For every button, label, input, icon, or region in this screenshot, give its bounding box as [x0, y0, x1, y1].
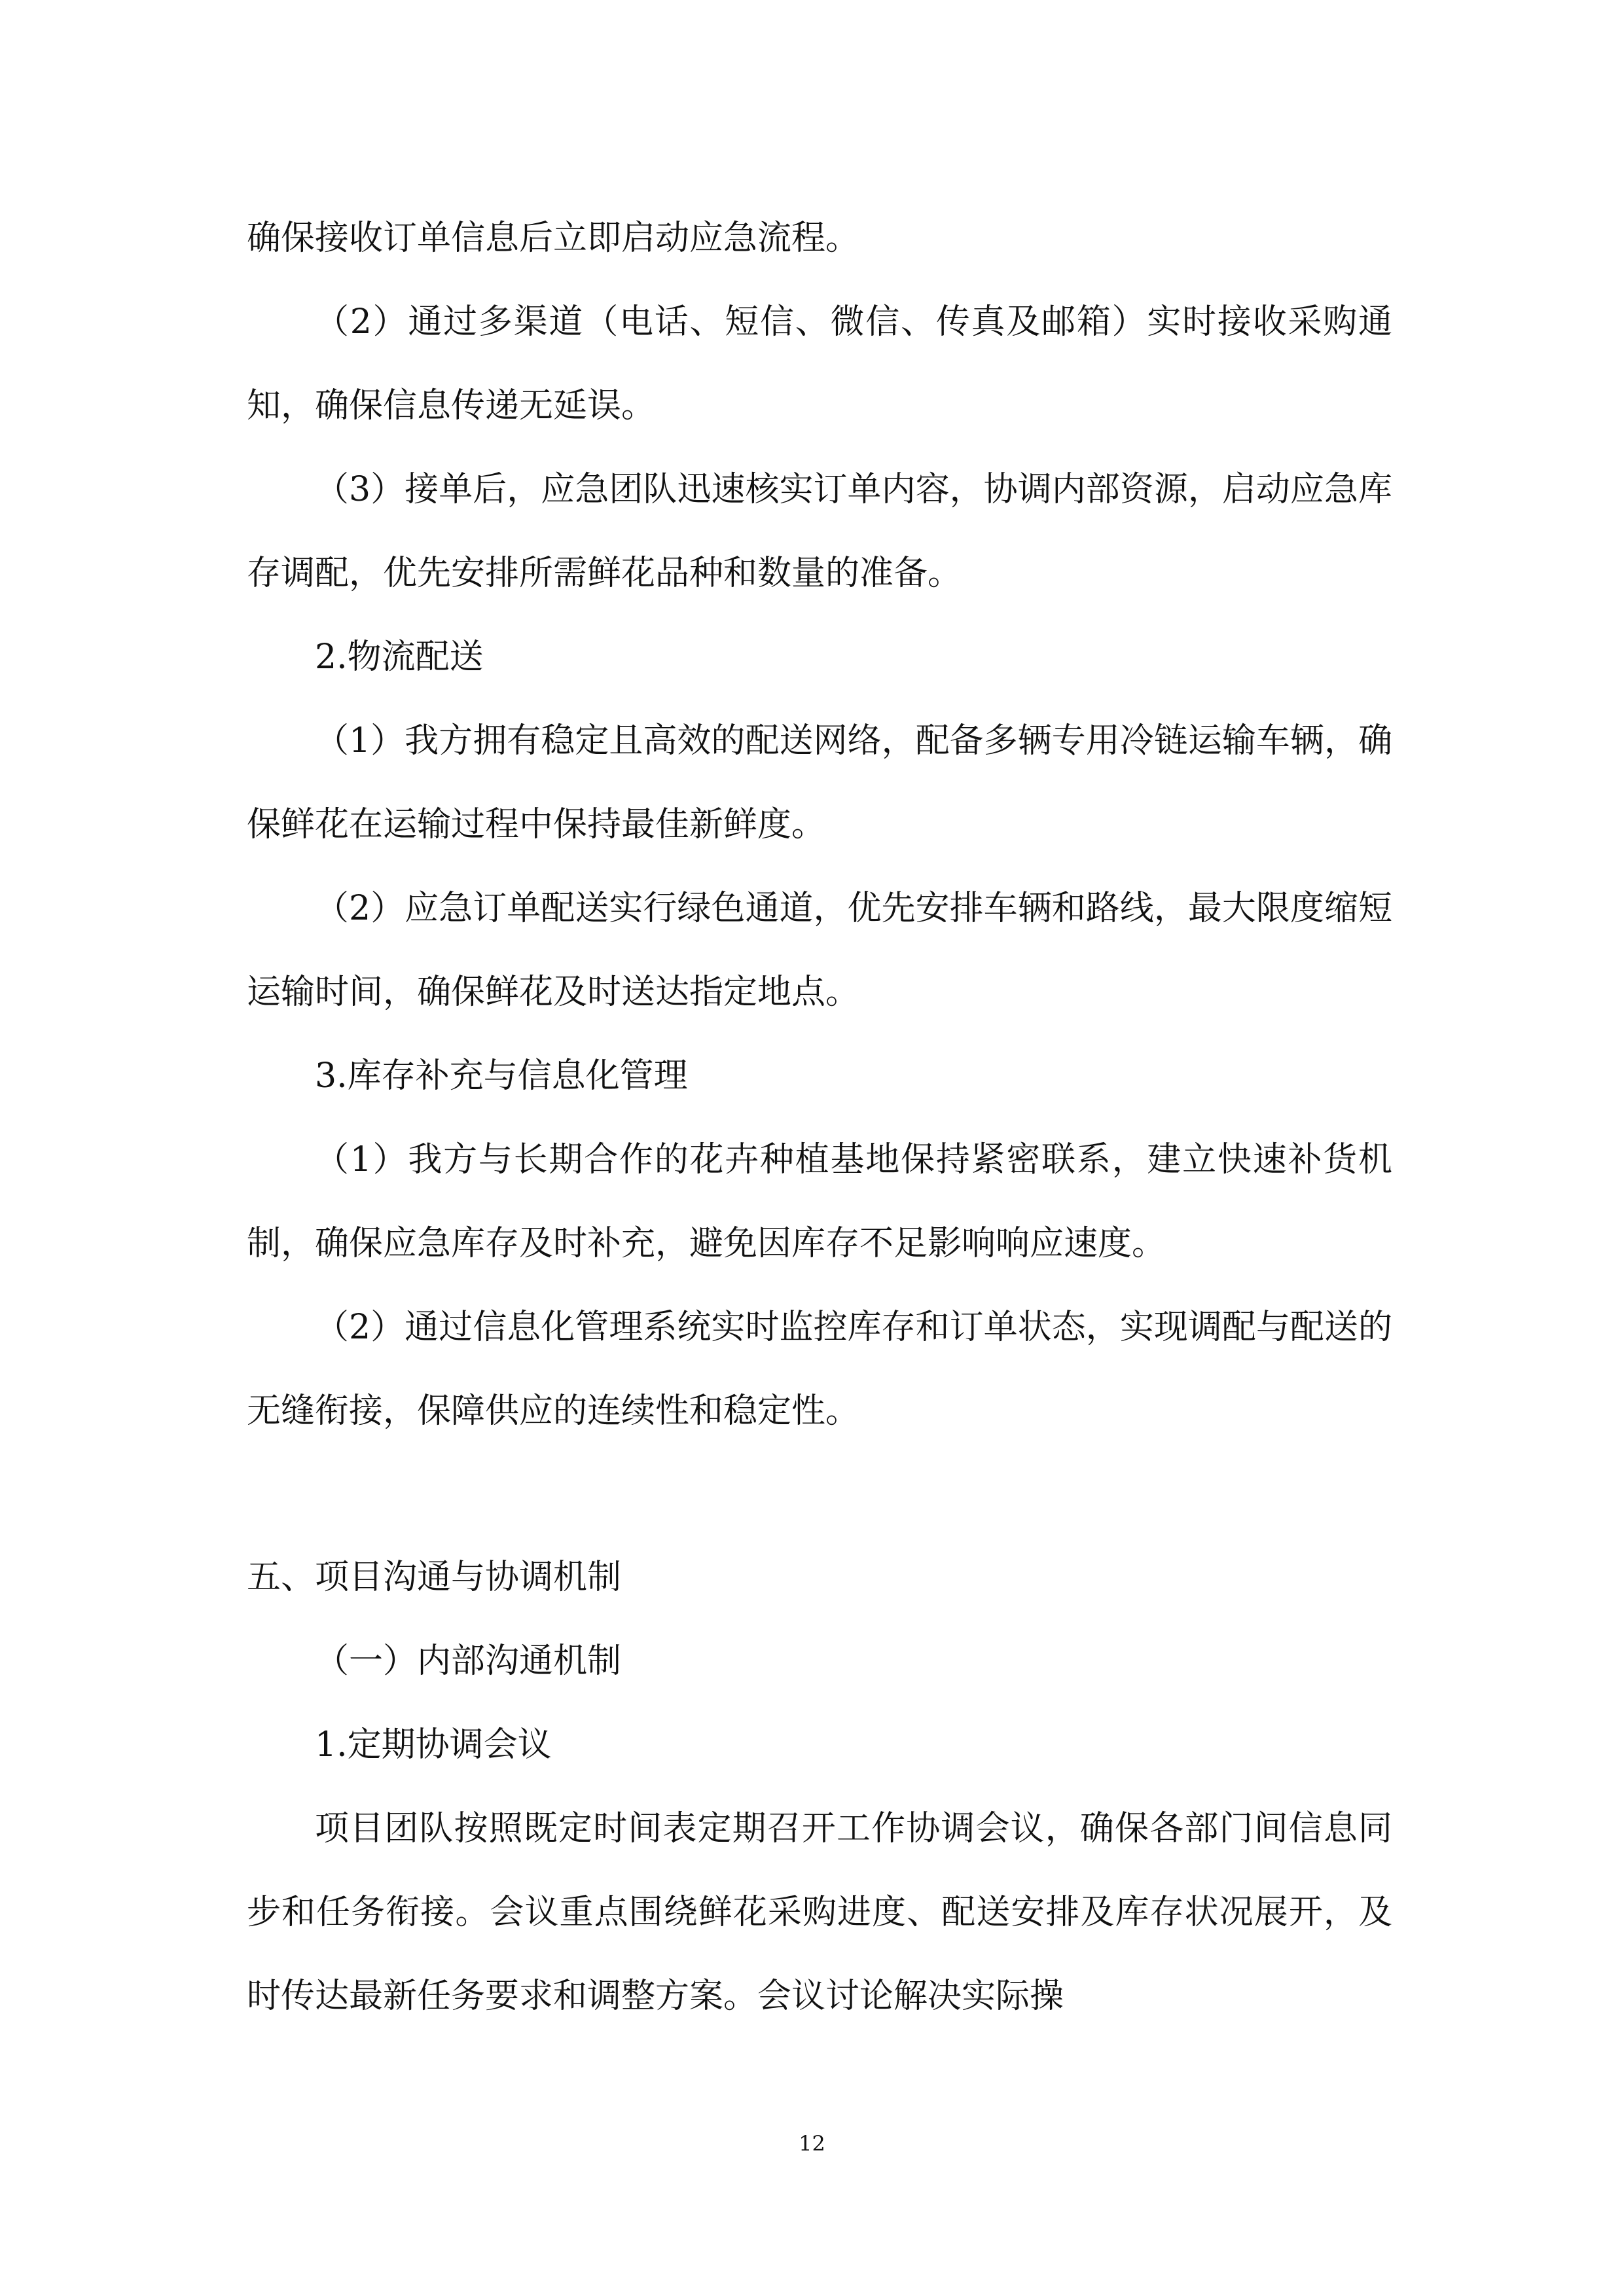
- heading-logistics: 2.物流配送: [315, 637, 484, 677]
- subsection-heading-internal: （一）内部沟通机制: [315, 1641, 622, 1681]
- paragraph-order-channels: （2）通过多渠道（电话、短信、微信、传真及邮箱）实时接收采购通知，确保信息传递无延误。: [247, 302, 1392, 425]
- section-heading-communication: 五、项目沟通与协调机制: [247, 1558, 622, 1597]
- paragraph-information-system: （2）通过信息化管理系统实时监控库存和订单状态，实现调配与配送的无缝衔接，保障供应的连续性和稳定性。: [247, 1308, 1392, 1431]
- paragraph-replenishment: （1）我方与长期合作的花卉种植基地保持紧密联系，建立快速补货机制，确保应急库存及时补充，避免因库存不足影响响应速度。: [247, 1140, 1392, 1263]
- paragraph-order-verification: （3）接单后，应急团队迅速核实订单内容，协调内部资源，启动应急库存调配，优先安排所需鲜花品种和数量的准备。: [247, 470, 1392, 593]
- heading-regular-meetings: 1.定期协调会议: [315, 1725, 552, 1765]
- heading-inventory: 3.库存补充与信息化管理: [315, 1056, 688, 1096]
- page-number: 12: [799, 2131, 825, 2156]
- paragraph-delivery-network: （1）我方拥有稳定且高效的配送网络，配备多辆专用冷链运输车辆，确保鲜花在运输过程中保持最佳新鲜度。: [247, 721, 1392, 844]
- paragraph-continuation: 确保接收订单信息后立即启动应急流程。: [247, 219, 860, 258]
- paragraph-meeting-details: 项目团队按照既定时间表定期召开工作协调会议，确保各部门间信息同步和任务衔接。会议重点围绕鲜花采购进度、配送安排及库存状况展开，及时传达最新任务要求和调整方案。会议讨论解决实际操: [247, 1809, 1392, 2016]
- paragraph-green-channel: （2）应急订单配送实行绿色通道，优先安排车辆和路线，最大限度缩短运输时间，确保鲜花及时送达指定地点。: [247, 889, 1392, 1012]
- page-body: [247, 196, 1392, 2038]
